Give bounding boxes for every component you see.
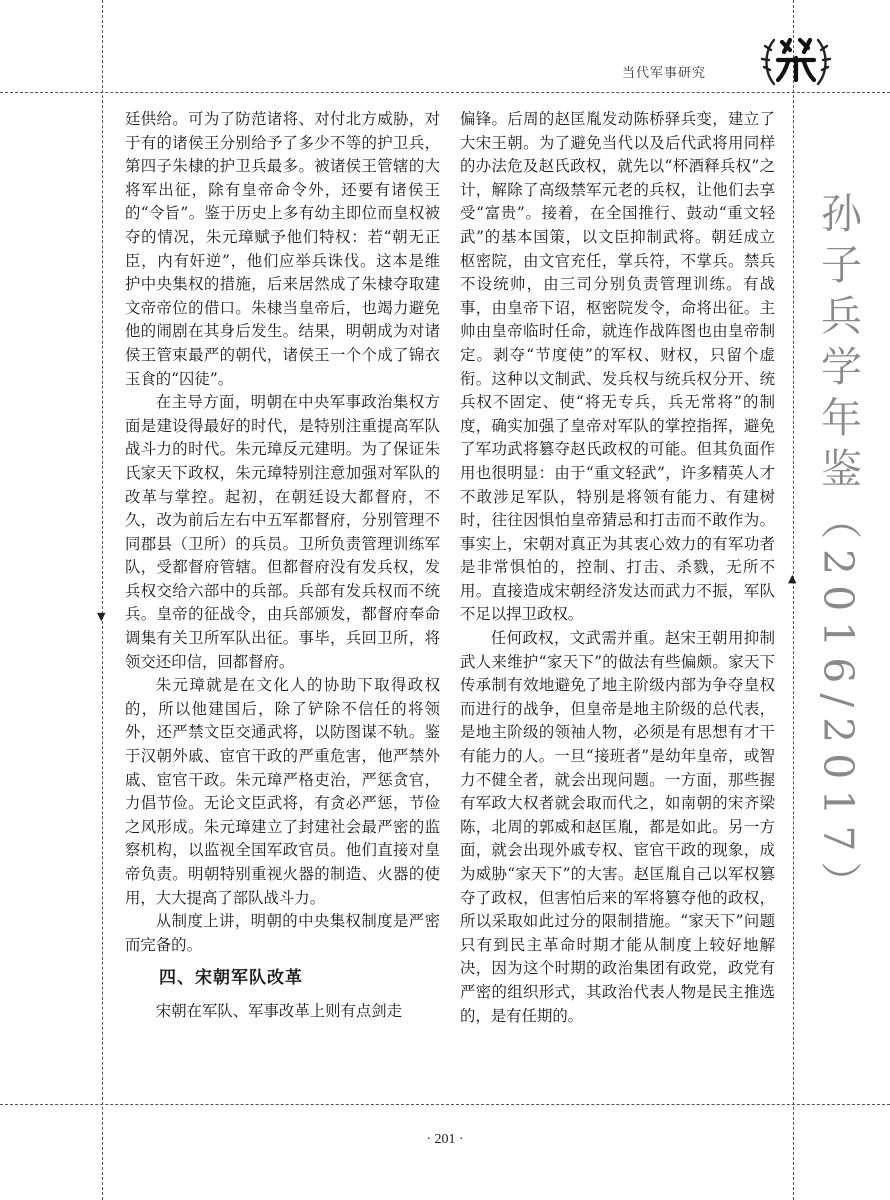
- crop-guide-top: [0, 92, 890, 93]
- left-paragraph-1: 廷供给。可为了防范诸将、对付北方威胁，对于有的诸侯王分别给予了多少不等的护卫兵，第四子朱棣的护卫兵最多。被诸侯王管辖的大将军出征，除有皇帝命令外，还要有诸侯王的“令旨”。鉴于历史上多有幼主即位而皇权被夺的情况，朱元璋赋予他们特权：若“朝无正臣，内有奸逆”，他们应举兵诛伐。这本是维护中央集权的措施，后来居然成了朱棣夺取建文帝帝位的借口。朱棣当皇帝后，也竭力避免他的闹剧在其身后发生。结果，明朝成为对诸侯王管束最严的朝代，诸侯王一个个成了锦衣玉食的“囚徒”。: [125, 110, 440, 388]
- crop-guide-bottom: [0, 1104, 890, 1105]
- right-paragraph-1: 偏锋。后周的赵匡胤发动陈桥驿兵变，建立了大宋王朝。为了避免当代以及后代武将用同样的办法危及赵氏政权，就先以“杯酒释兵权”之计，解除了高级禁军元老的兵权，让他们去享受“富贵”。接着，在全国推行、鼓动“重文轻武”的基本国策，以文臣抑制武将。朝廷成立枢密院，由文官充任，掌兵符，不掌兵。禁兵不设统帅，由三司分别负责管理训练。有战事，由皇帝下诏，枢密院发令，命将出征。主帅由皇帝临时任命，就连作战阵图也由皇帝制定。剥夺“节度使”的军权、财权，只留个虚衔。这种以文制武、发兵权与统兵权分开、统兵权不固定、使“将无专兵，兵无常将”的制度，确实加强了皇帝对军队的掌控指挥，避免了军功武将篡夺赵氏政权的可能。但其负面作用也很明显：由于“重文轻武”，许多精英人才不敢涉足军队，特别是将领有能力、有建树时，往往因惧怕皇帝猜忌和打击而不敢作为。事实上，宋朝对真正为其衷心效力的有军功者是非常惧怕的，控制、打击、杀戮，无所不用。直接造成宋朝经济发达而武力不振，军队不足以捍卫政权。: [460, 110, 775, 624]
- fold-mark-left-icon: ▼: [97, 610, 106, 623]
- right-paragraph-2: 任何政权，文武需并重。赵宋王朝用抑制武人来维护“家天下”的做法有些偏颇。家天下传承制有效地避免了地主阶级内部为争夺皇权而进行的战争，但皇帝是地主阶级的总代表，是地主阶级的领袖人物，必须是有思想有才干有能力的人。一旦“接班者”是幼年皇帝，或智力不健全者，就会出现问题。一方面，那些握有军政大权者就会取而代之，如南朝的宋齐梁陈，北周的郭威和赵匡胤，都是如此。另一方面，就会出现外戚专权、宦官干政的现象，成为威胁“家天下”的大害。赵匡胤自己以军权篡夺了政权，但害怕后来的军将篡夺他的政权，所以采取如此过分的限制措施。“家天下”问题只有到民主革命时期才能从制度上较好地解决，因为这个时期的政治集团有政党，政党有严密的组织形式，其政治代表人物是民主推选的，是有任期的。: [460, 629, 775, 1025]
- right-column: [460, 108, 775, 1028]
- page-number: · 201 ·: [426, 1132, 464, 1147]
- left-paragraph-3: 朱元璋就是在文化人的协助下取得政权的，所以他建国后，除了铲除不信任的将领外，还严禁文臣交通武将，以防图谋不轨。鉴于汉朝外戚、宦官干政的严重危害，他严禁外戚、宦官干政。朱元璋严格吏治，严惩贪官，力倡节俭。无论文臣武将，有贪必严惩，节俭之风形成。朱元璋建立了封建社会最严密的监察机构，以监视全国军政官员。他们直接对皇帝负责。明朝特别重视火器的制造、火器的使用，大大提高了部队战斗力。: [125, 676, 440, 907]
- journal-name: 当代军事研究: [622, 66, 707, 81]
- yearbook-side-title: 孙子兵学年鉴（2016/2017）: [814, 192, 862, 913]
- left-paragraph-2: 在主导方面，明朝在中央军事政治集权方面是建设得最好的时代，是特别注重提高军队战斗力的时代。朱元璋反元建明。为了保证朱氏家天下政权，朱元璋特别注意加强对军队的改革与掌控。起初，在朝廷设大都督府，不久，改为前后左右中五军都督府，分别管理不同郡县（卫所）的兵员。卫所负责管理训练军队，受都督府管辖。但都督府没有发兵权，发兵权交给六部中的兵部。兵部有发兵权而不统兵。皇帝的征战令，由兵部颁发，都督府奉命调集有关卫所军队出征。事毕，兵回卫所，将领交还印信，回都督府。: [125, 393, 440, 671]
- section-heading: 四、宋朝军队改革: [159, 968, 303, 989]
- yearbook-logo-icon: [760, 26, 832, 98]
- crop-guide-left: [102, 0, 103, 1200]
- fold-mark-right-icon: ▲: [788, 572, 797, 585]
- left-paragraph-5: 宋朝在军队、军事改革上则有点剑走: [155, 1001, 403, 1020]
- crop-guide-right: [793, 0, 794, 1200]
- left-column: [125, 108, 440, 1024]
- left-paragraph-4: 从制度上讲，明朝的中央集权制度是严密而完备的。: [125, 912, 440, 954]
